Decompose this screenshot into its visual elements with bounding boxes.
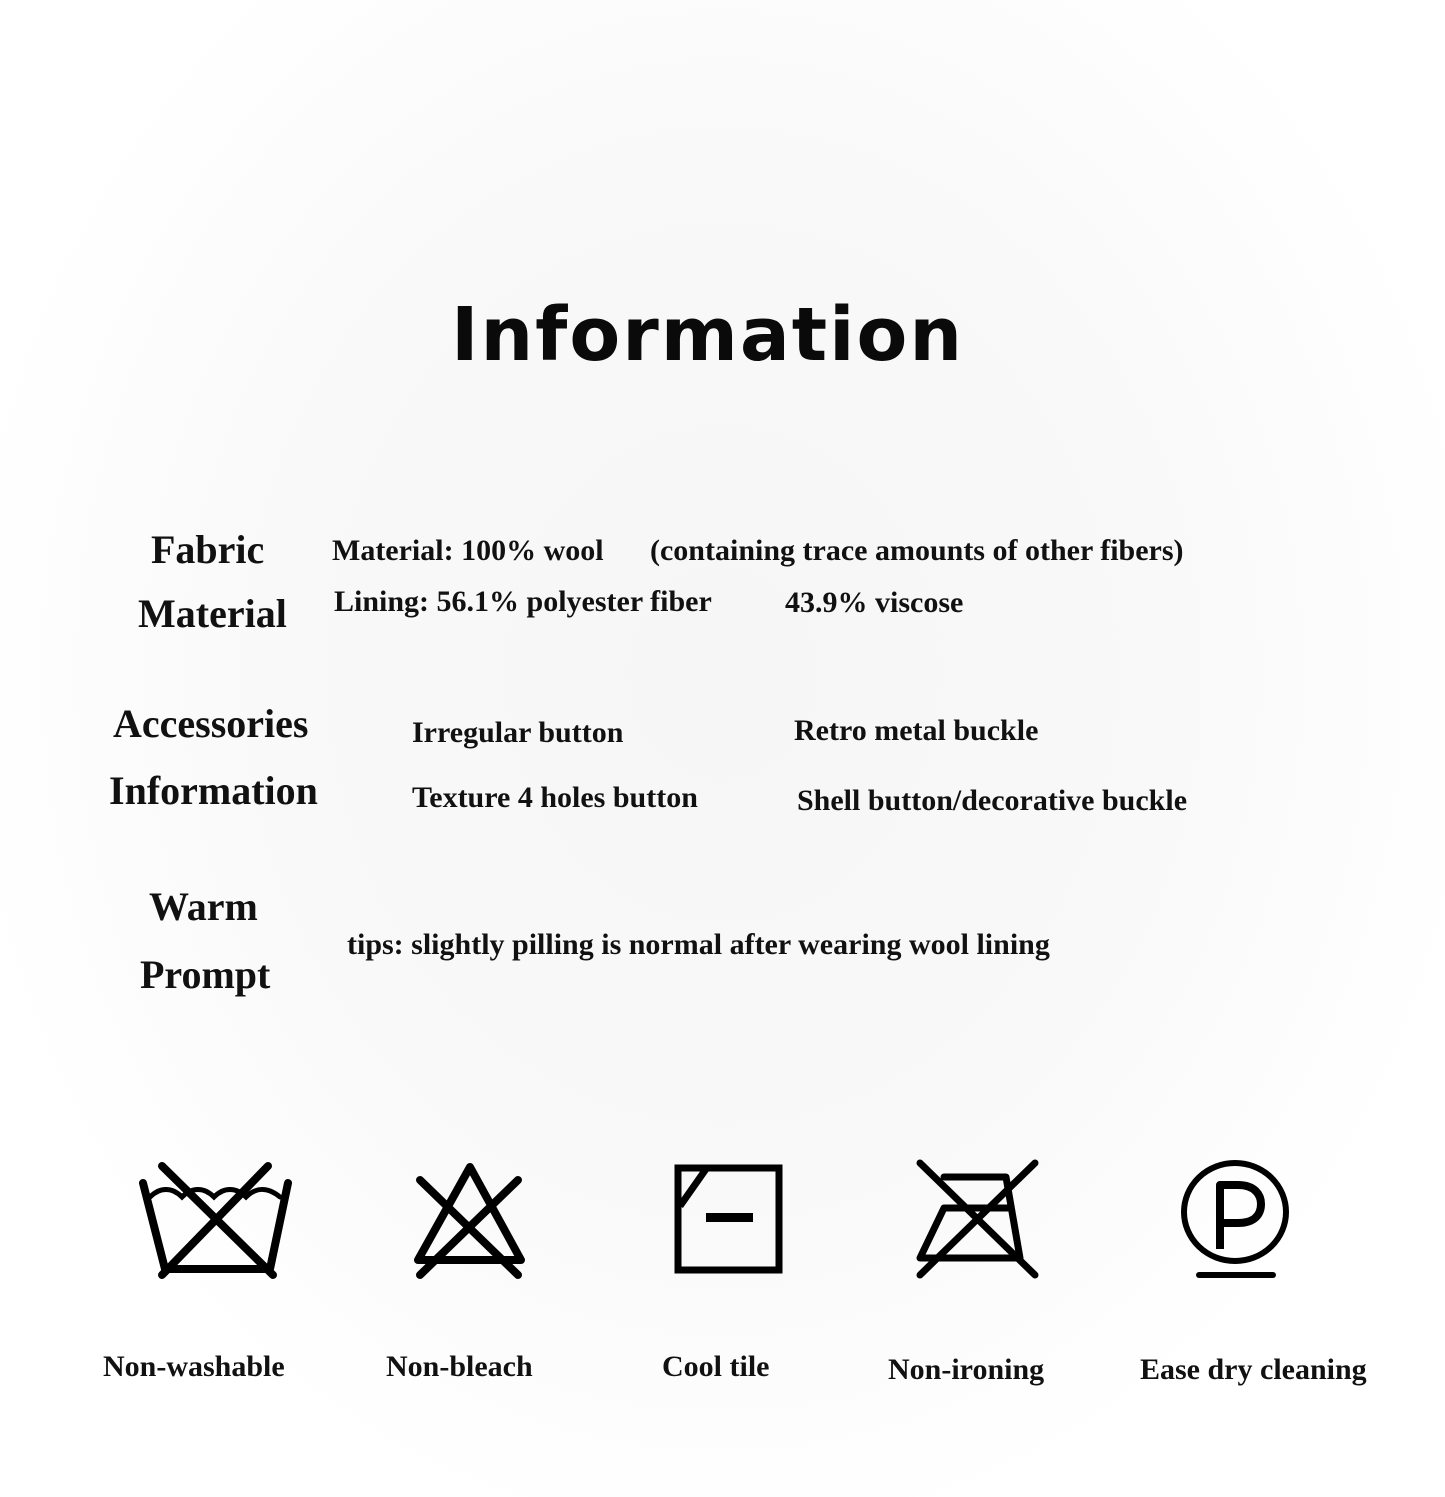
accessory-item: Irregular button <box>412 716 624 749</box>
warm-prompt-label-line1: Warm <box>149 884 258 929</box>
care-label-non-bleach: Non-bleach <box>386 1350 533 1383</box>
cool-tile-icon <box>668 1160 788 1275</box>
fabric-material-note: (containing trace amounts of other fibers) <box>650 534 1184 567</box>
care-label-dry-cleaning: Ease dry cleaning <box>1140 1353 1367 1386</box>
non-bleach-icon <box>408 1155 533 1285</box>
warm-prompt-label-line2: Prompt <box>140 952 271 997</box>
care-label-non-ironing: Non-ironing <box>888 1353 1045 1386</box>
dry-cleaning-p-icon <box>1175 1155 1295 1285</box>
fabric-material: Material: 100% wool <box>332 534 604 567</box>
non-washable-icon <box>130 1155 300 1285</box>
accessories-label-line1: Accessories <box>113 701 309 746</box>
warm-prompt-text: tips: slightly pilling is normal after wearing wool lining <box>347 928 1050 961</box>
accessory-item: Shell button/decorative buckle <box>797 784 1188 817</box>
accessory-item: Retro metal buckle <box>794 714 1039 747</box>
care-label-non-washable: Non-washable <box>103 1350 285 1383</box>
non-ironing-icon <box>910 1155 1045 1285</box>
fabric-label-line2: Material <box>138 591 287 636</box>
accessories-label-line2: Information <box>109 768 318 813</box>
care-label-cool-tile: Cool tile <box>662 1350 770 1383</box>
fabric-label-line1: Fabric <box>151 527 265 572</box>
fabric-lining: Lining: 56.1% polyester fiber <box>334 585 712 618</box>
accessory-item: Texture 4 holes button <box>412 781 698 814</box>
fabric-lining-viscose: 43.9% viscose <box>785 586 964 619</box>
page-title: Information <box>450 292 965 378</box>
